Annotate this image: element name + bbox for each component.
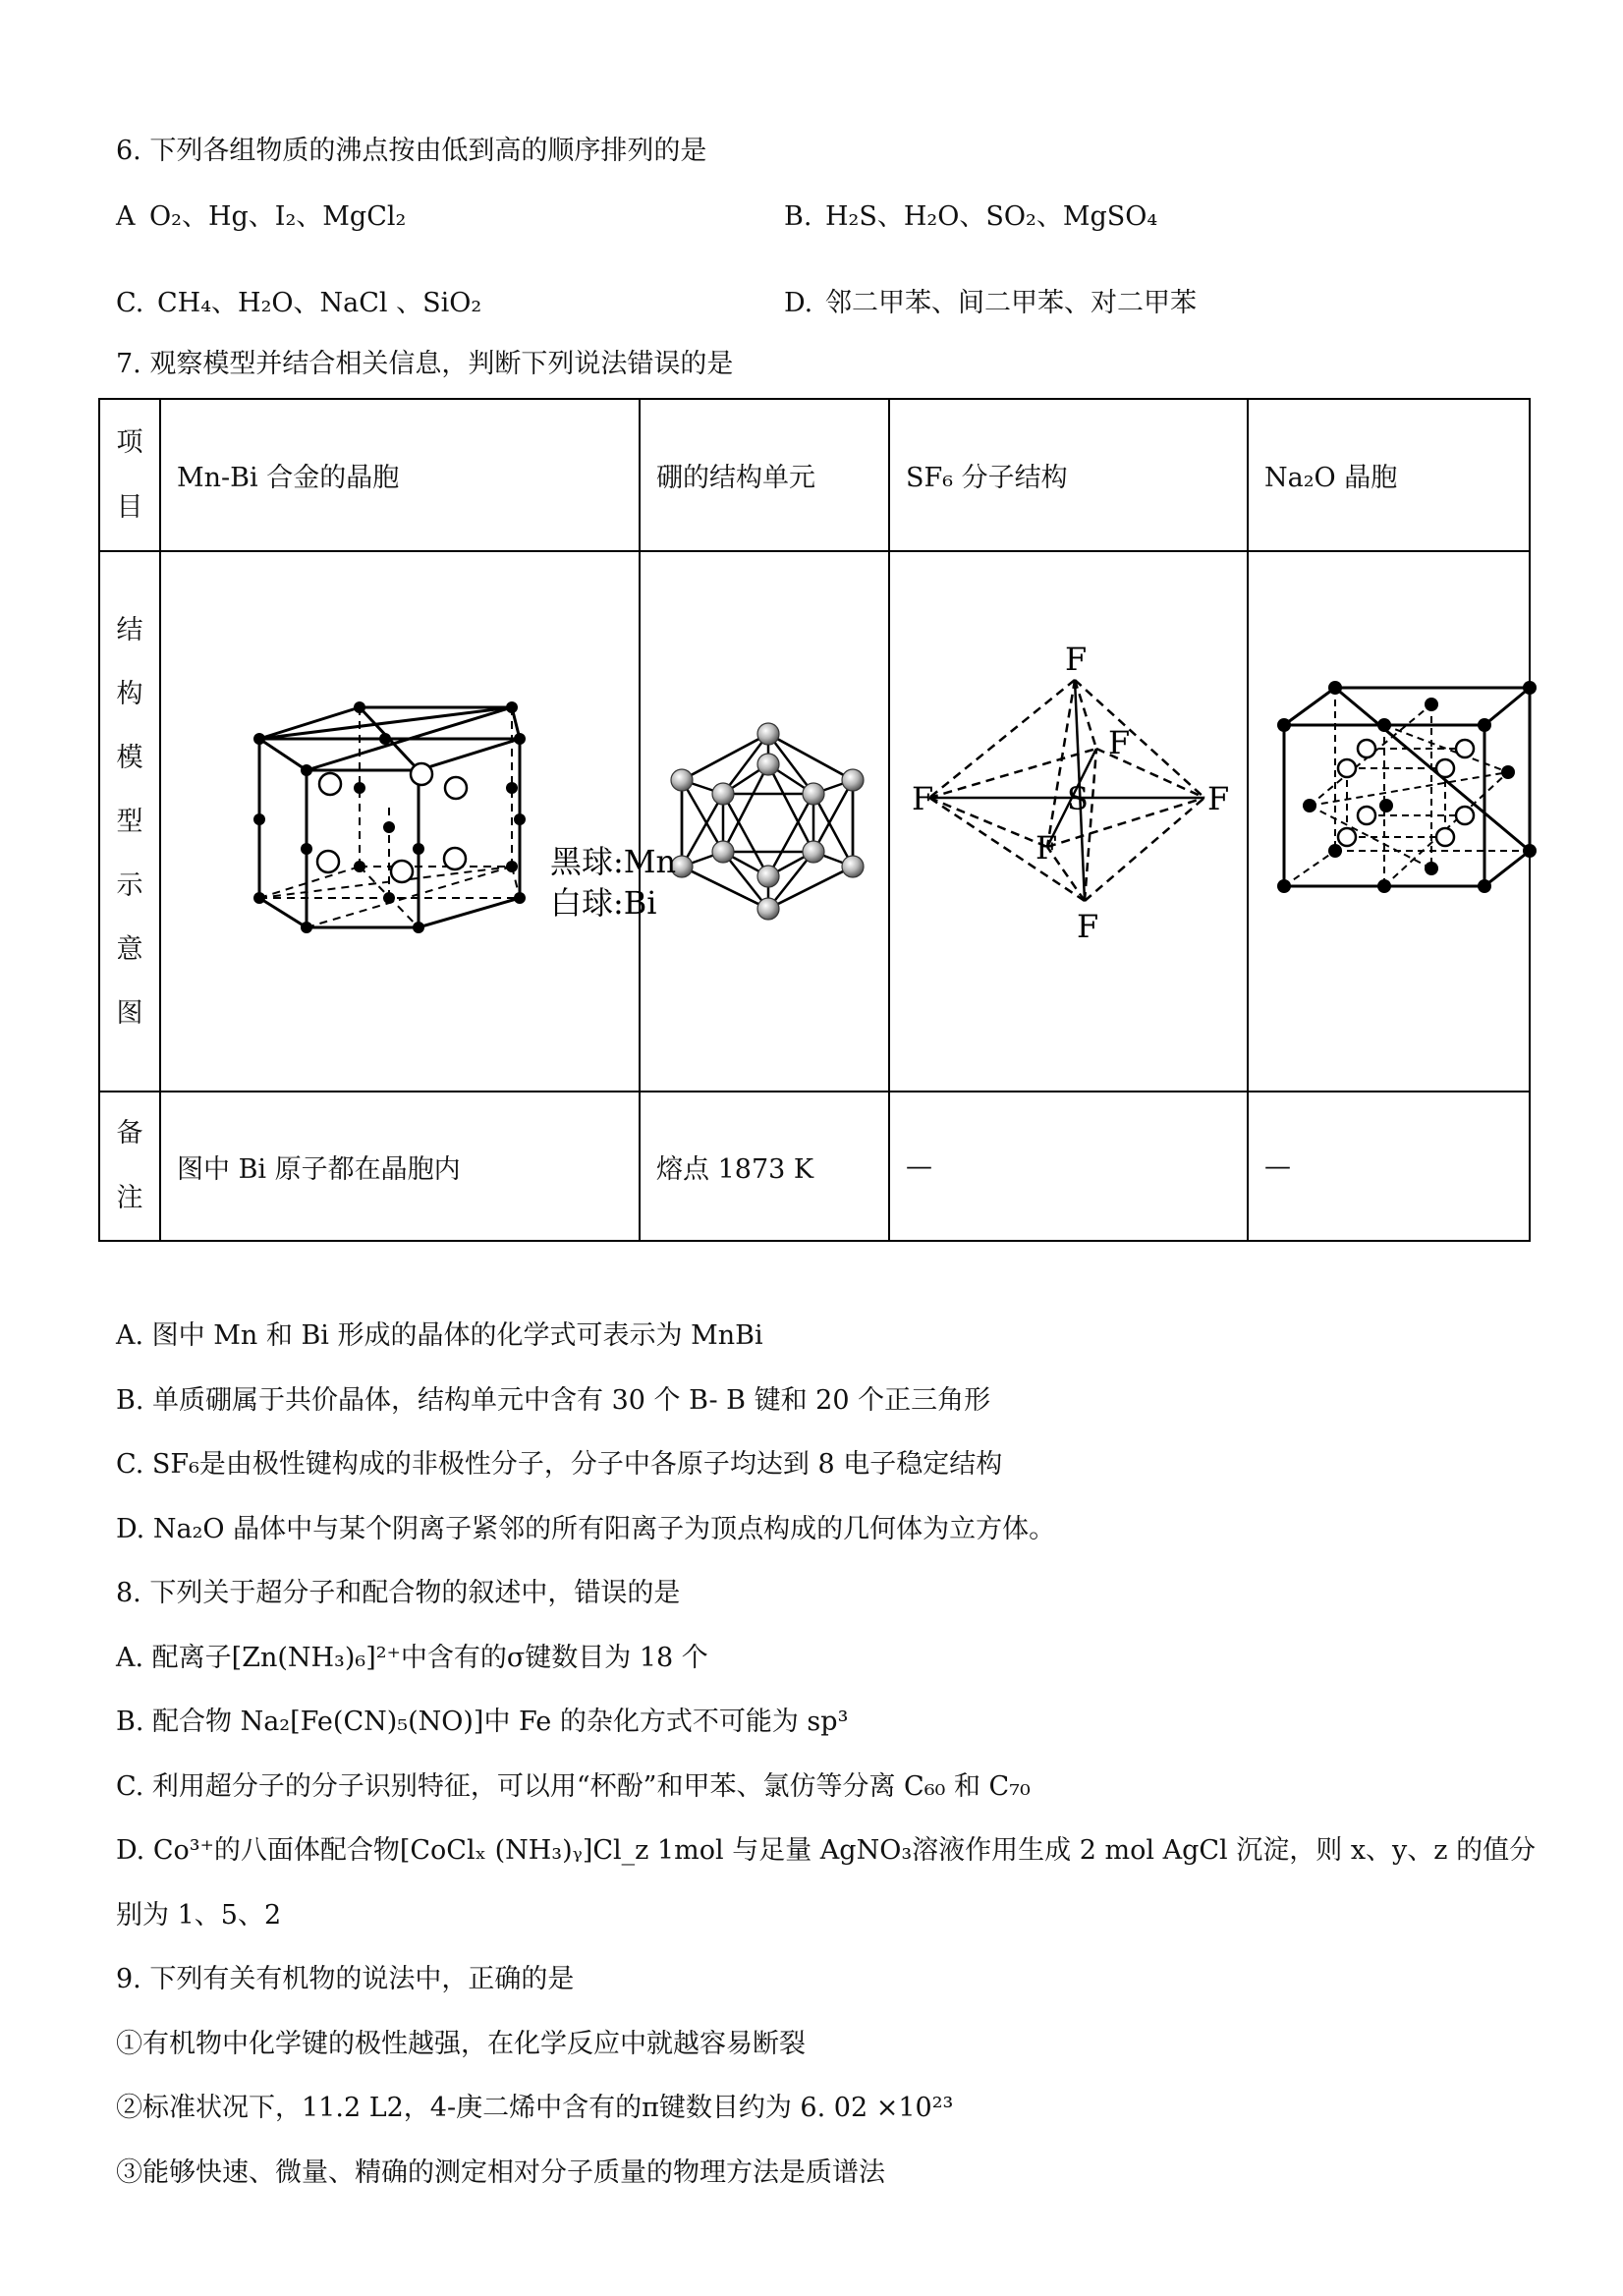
sf6-molecule-diagram: [890, 552, 1249, 1091]
q6-stem: 6. 下列各组物质的沸点按由低到高的顺序排列的是: [116, 136, 707, 166]
q9-statement-2: ②标准状况下，11.2 L2，4-庚二烯中含有的π键数目约为 6. 02 ×10²³: [116, 2093, 954, 2123]
q7-stem: 7. 观察模型并结合相关信息，判断下列说法错误的是: [116, 349, 734, 379]
q7-option-c: C. SF₆是由极性键构成的非极性分子，分子中各原子均达到 8 电子稳定结构: [116, 1449, 1003, 1480]
na2o-model-cell: [1248, 551, 1530, 1092]
note-boron: 熔点 1873 K: [640, 1092, 889, 1241]
boron-model-cell: [640, 551, 889, 1092]
note-mnbi: 图中 Bi 原子都在晶胞内: [160, 1092, 640, 1241]
q8-option-b: B. 配合物 Na₂[Fe(CN)₅(NO)]中 Fe 的杂化方式不可能为 sp³: [116, 1707, 849, 1737]
q6-option-d: 邻二甲苯、间二甲苯、对二甲苯: [825, 288, 1197, 318]
q9-statement-1: ①有机物中化学键的极性越强，在化学反应中就越容易断裂: [116, 2029, 806, 2059]
row-label-model: [99, 551, 160, 1092]
q9-statement-3: ③能够快速、微量、精确的测定相对分子质量的物理方法是质谱法: [116, 2157, 885, 2188]
legend-white-bi: 白球:Bi: [550, 884, 657, 922]
q6-option-c: CH₄、H₂O、NaCl 、SiO₂: [157, 288, 482, 318]
sf6-s-center: S: [1067, 780, 1089, 817]
table-row-models: [99, 551, 1530, 1092]
q6-option-b: H₂S、H₂O、SO₂、MgSO₄: [825, 201, 1158, 232]
q8-option-a: A. 配离子[Zn(NH₃)₆]²⁺中含有的σ键数目为 18 个: [116, 1643, 708, 1673]
structure-table: [98, 398, 1531, 1242]
row-label-model-text: 结构模型示意图: [116, 614, 143, 1029]
q6-option-d-label: D.: [784, 288, 813, 318]
sf6-f-left: F: [912, 780, 934, 817]
q7-option-b: B. 单质硼属于共价晶体，结构单元中含有 30 个 B- B 键和 20 个正三角形: [116, 1385, 991, 1416]
sf6-f-right: F: [1207, 780, 1230, 817]
sf6-model-cell: [889, 551, 1248, 1092]
sf6-f-bottom: F: [1077, 908, 1099, 945]
legend-black-mn: 黑球:Mn: [550, 843, 677, 880]
na2o-crystal-diagram: [1249, 552, 1531, 1091]
col-head-mnbi: Mn-Bi 合金的晶胞: [160, 399, 640, 551]
q8-option-d-line1: D. Co³⁺的八面体配合物[CoClₓ (NH₃)ᵧ]Cl_z 1mol 与足量 AgNO₃溶液作用生成 2 mol AgCl 沉淀，则 x、y、z 的值分: [116, 1835, 1537, 1866]
row-label-note-text: 备注: [116, 1118, 143, 1213]
mnbi-model-cell: [160, 551, 677, 1092]
table-row-header: [99, 399, 1530, 551]
note-na2o: —: [1248, 1092, 1530, 1241]
q6-option-c-label: C.: [116, 288, 144, 318]
table-row-notes: [99, 1092, 1530, 1241]
q6-option-a-label: A: [116, 201, 136, 232]
mnbi-crystal-diagram: [161, 552, 677, 1091]
q8-option-c: C. 利用超分子的分子识别特征，可以用“杯酚”和甲苯、氯仿等分离 C₆₀ 和 C₇₀: [116, 1771, 1031, 1802]
col-head-na2o: Na₂O 晶胞: [1248, 399, 1530, 551]
col-head-sf6: SF₆ 分子结构: [889, 399, 1248, 551]
q7-option-d: D. Na₂O 晶体中与某个阴离子紧邻的所有阳离子为顶点构成的几何体为立方体。: [116, 1514, 1056, 1544]
boron-icosahedron-diagram: [641, 552, 890, 1091]
q9-stem: 9. 下列有关有机物的说法中，正确的是: [116, 1964, 575, 1994]
col-head-boron: 硼的结构单元: [640, 399, 889, 551]
q8-stem: 8. 下列关于超分子和配合物的叙述中，错误的是: [116, 1578, 681, 1608]
sf6-f-back: F: [1108, 724, 1131, 761]
q8-option-d-line2: 别为 1、5、2: [116, 1900, 282, 1931]
row-label-note: [99, 1092, 160, 1241]
row-label-item: [99, 399, 160, 551]
row-label-item-text: 项目: [116, 426, 143, 523]
note-sf6: —: [889, 1092, 1248, 1241]
q6-option-b-label: B.: [784, 201, 812, 232]
q6-option-a: O₂、Hg、I₂、MgCl₂: [149, 201, 407, 232]
sf6-f-top: F: [1065, 641, 1088, 678]
q7-option-a: A. 图中 Mn 和 Bi 形成的晶体的化学式可表示为 MnBi: [116, 1320, 763, 1351]
sf6-f-front: F: [1035, 829, 1058, 867]
